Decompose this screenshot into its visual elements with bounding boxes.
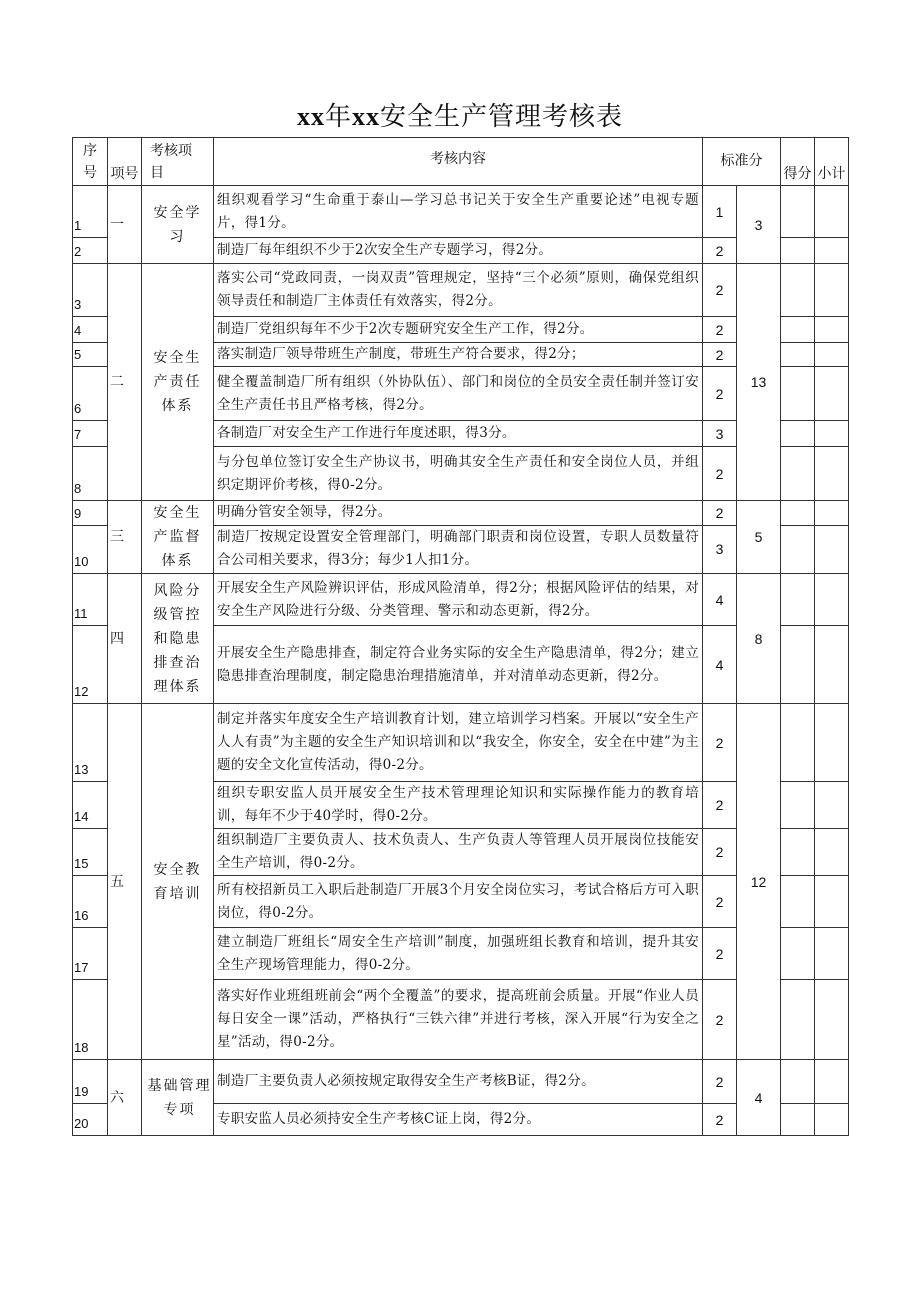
section-number: 四: [108, 574, 142, 704]
score-cell: [781, 829, 815, 876]
score-cell: [781, 317, 815, 343]
standard-score: 2: [703, 238, 737, 264]
subtotal-cell: [815, 501, 849, 526]
standard-score: 2: [703, 501, 737, 526]
section-name: 风险分级管控和隐患排查治理体系: [142, 574, 214, 704]
score-cell: [781, 782, 815, 829]
subtotal-cell: [815, 238, 849, 264]
standard-score: 2: [703, 782, 737, 829]
standard-score: 2: [703, 704, 737, 782]
header-score: 得分: [781, 138, 815, 186]
section-number: 二: [108, 264, 142, 501]
section-name: 安全生产监督体系: [142, 501, 214, 574]
assessment-table: [72, 137, 849, 1136]
score-cell: [781, 626, 815, 704]
page-title: xx年xx安全生产管理考核表: [296, 102, 624, 132]
section-name: 安全生产责任体系: [142, 264, 214, 501]
row-number: 6: [73, 367, 108, 421]
row-number: 7: [73, 421, 108, 447]
item-content: 落实公司“党政同责，一岗双责”管理规定，坚持“三个必须”原则，确保党组织领导责任和制造厂主体责任有效落实，得2分。: [214, 264, 703, 317]
item-content: 制定并落实年度安全生产培训教育计划，建立培训学习档案。开展以“安全生产人人有责”为主题的安全生产知识培训和以“我安全，你安全，安全在中建”为主题的安全文化宣传活动，得0-2分。: [214, 704, 703, 782]
section-name: 安全学习: [142, 186, 214, 264]
score-cell: [781, 704, 815, 782]
section-name: 安全教育培训: [142, 704, 214, 1060]
row-number: 3: [73, 264, 108, 317]
header-subtotal: 小计: [815, 138, 849, 186]
section-number: 一: [108, 186, 142, 264]
section-number: 五: [108, 704, 142, 1060]
item-content: 制造厂按规定设置安全管理部门，明确部门职责和岗位设置，专职人员数量符合公司相关要求，得3分；每少1人扣1分。: [214, 525, 703, 573]
header-item: 考核项 目: [142, 138, 214, 186]
item-content: 专职安监人员必须持安全生产考核C证上岗，得2分。: [214, 1104, 703, 1136]
section-total: 12: [737, 704, 781, 1060]
item-content: 开展安全生产隐患排查，制定符合业务实际的安全生产隐患清单，得2分；建立隐患排查治理制度，制定隐患治理措施清单，并对清单动态更新，得2分。: [214, 626, 703, 704]
item-content: 各制造厂对安全生产工作进行年度述职，得3分。: [214, 421, 703, 447]
standard-score: 1: [703, 186, 737, 238]
item-content: 落实好作业班组班前会“两个全覆盖”的要求，提高班前会质量。开展“作业人员每日安全一课”活动，严格执行“三铁六律”并进行考核，深入开展“行为安全之星”活动，得0-2分。: [214, 980, 703, 1060]
score-cell: [781, 1104, 815, 1136]
score-cell: [781, 928, 815, 980]
item-content: 制造厂党组织每年不少于2次专题研究安全生产工作，得2分。: [214, 317, 703, 343]
item-content: 组织专职安监人员开展安全生产技术管理理论知识和实际操作能力的教育培训，每年不少于40学时，得0-2分。: [214, 782, 703, 829]
score-cell: [781, 264, 815, 317]
standard-score: 3: [703, 421, 737, 447]
row-number: 2: [73, 238, 108, 264]
row-number: 17: [73, 928, 108, 980]
table-row: [73, 704, 849, 782]
score-cell: [781, 447, 815, 501]
subtotal-cell: [815, 343, 849, 367]
score-cell: [781, 525, 815, 573]
standard-score: 2: [703, 1104, 737, 1136]
subtotal-cell: [815, 782, 849, 829]
standard-score: 2: [703, 264, 737, 317]
subtotal-cell: [815, 980, 849, 1060]
row-number: 14: [73, 782, 108, 829]
row-number: 1: [73, 186, 108, 238]
subtotal-cell: [815, 829, 849, 876]
section-total: 5: [737, 501, 781, 574]
score-cell: [781, 574, 815, 626]
section-total: 8: [737, 574, 781, 704]
item-content: 制造厂主要负责人必须按规定取得安全生产考核B证，得2分。: [214, 1060, 703, 1104]
header-item-no: 项号: [108, 138, 142, 186]
table-row: [73, 501, 849, 526]
section-number: 三: [108, 501, 142, 574]
row-number: 13: [73, 704, 108, 782]
section-total: 4: [737, 1060, 781, 1136]
subtotal-cell: [815, 421, 849, 447]
subtotal-cell: [815, 626, 849, 704]
subtotal-cell: [815, 928, 849, 980]
item-content: 建立制造厂班组长“周安全生产培训”制度，加强班组长教育和培训，提升其安全生产现场管理能力，得0-2分。: [214, 928, 703, 980]
row-number: 5: [73, 343, 108, 367]
standard-score: 2: [703, 829, 737, 876]
table-row: [73, 574, 849, 626]
table-row: [73, 186, 849, 238]
item-content: 组织观看学习“生命重于泰山—学习总书记关于安全生产重要论述”电视专题片，得1分。: [214, 186, 703, 238]
score-cell: [781, 343, 815, 367]
row-number: 10: [73, 525, 108, 573]
score-cell: [781, 421, 815, 447]
standard-score: 2: [703, 367, 737, 421]
header-standard: 标准分: [703, 138, 781, 186]
score-cell: [781, 367, 815, 421]
score-cell: [781, 238, 815, 264]
standard-score: 2: [703, 447, 737, 501]
subtotal-cell: [815, 317, 849, 343]
standard-score: 2: [703, 1060, 737, 1104]
standard-score: 4: [703, 626, 737, 704]
table-body: [73, 186, 849, 1136]
item-content: 健全覆盖制造厂所有组织（外协队伍）、部门和岗位的全员安全责任制并签订安全生产责任书且严格考核，得2分。: [214, 367, 703, 421]
standard-score: 3: [703, 525, 737, 573]
standard-score: 2: [703, 980, 737, 1060]
item-content: 明确分管安全领导，得2分。: [214, 501, 703, 526]
subtotal-cell: [815, 367, 849, 421]
row-number: 19: [73, 1060, 108, 1104]
item-content: 开展安全生产风险辨识评估，形成风险清单，得2分；根据风险评估的结果，对安全生产风险进行分级、分类管理、警示和动态更新，得2分。: [214, 574, 703, 626]
section-number: 六: [108, 1060, 142, 1136]
subtotal-cell: [815, 1104, 849, 1136]
row-number: 9: [73, 501, 108, 526]
standard-score: 4: [703, 574, 737, 626]
row-number: 16: [73, 876, 108, 928]
standard-score: 2: [703, 343, 737, 367]
subtotal-cell: [815, 525, 849, 573]
section-total: 3: [737, 186, 781, 264]
subtotal-cell: [815, 264, 849, 317]
row-number: 8: [73, 447, 108, 501]
header-content: 考核内容: [214, 138, 703, 186]
row-number: 15: [73, 829, 108, 876]
table-row: [73, 264, 849, 317]
item-content: 所有校招新员工入职后赴制造厂开展3个月安全岗位实习，考试合格后方可入职岗位，得0-2分。: [214, 876, 703, 928]
item-content: 制造厂每年组织不少于2次安全生产专题学习，得2分。: [214, 238, 703, 264]
table-row: [73, 1060, 849, 1104]
row-number: 20: [73, 1104, 108, 1136]
subtotal-cell: [815, 574, 849, 626]
row-number: 12: [73, 626, 108, 704]
subtotal-cell: [815, 447, 849, 501]
row-number: 4: [73, 317, 108, 343]
score-cell: [781, 1060, 815, 1104]
section-name: 基础管理专项: [142, 1060, 214, 1136]
score-cell: [781, 501, 815, 526]
row-number: 11: [73, 574, 108, 626]
subtotal-cell: [815, 876, 849, 928]
section-total: 13: [737, 264, 781, 501]
score-cell: [781, 980, 815, 1060]
item-content: 组织制造厂主要负责人、技术负责人、生产负责人等管理人员开展岗位技能安全生产培训，得0-2分。: [214, 829, 703, 876]
row-number: 18: [73, 980, 108, 1060]
item-content: 与分包单位签订安全生产协议书，明确其安全生产责任和安全岗位人员，并组织定期评价考核，得0-2分。: [214, 447, 703, 501]
subtotal-cell: [815, 1060, 849, 1104]
subtotal-cell: [815, 704, 849, 782]
header-seq: 序 号: [73, 138, 108, 186]
standard-score: 2: [703, 928, 737, 980]
score-cell: [781, 876, 815, 928]
item-content: 落实制造厂领导带班生产制度，带班生产符合要求，得2分；: [214, 343, 703, 367]
subtotal-cell: [815, 186, 849, 238]
score-cell: [781, 186, 815, 238]
header-row: [73, 138, 849, 186]
standard-score: 2: [703, 876, 737, 928]
standard-score: 2: [703, 317, 737, 343]
